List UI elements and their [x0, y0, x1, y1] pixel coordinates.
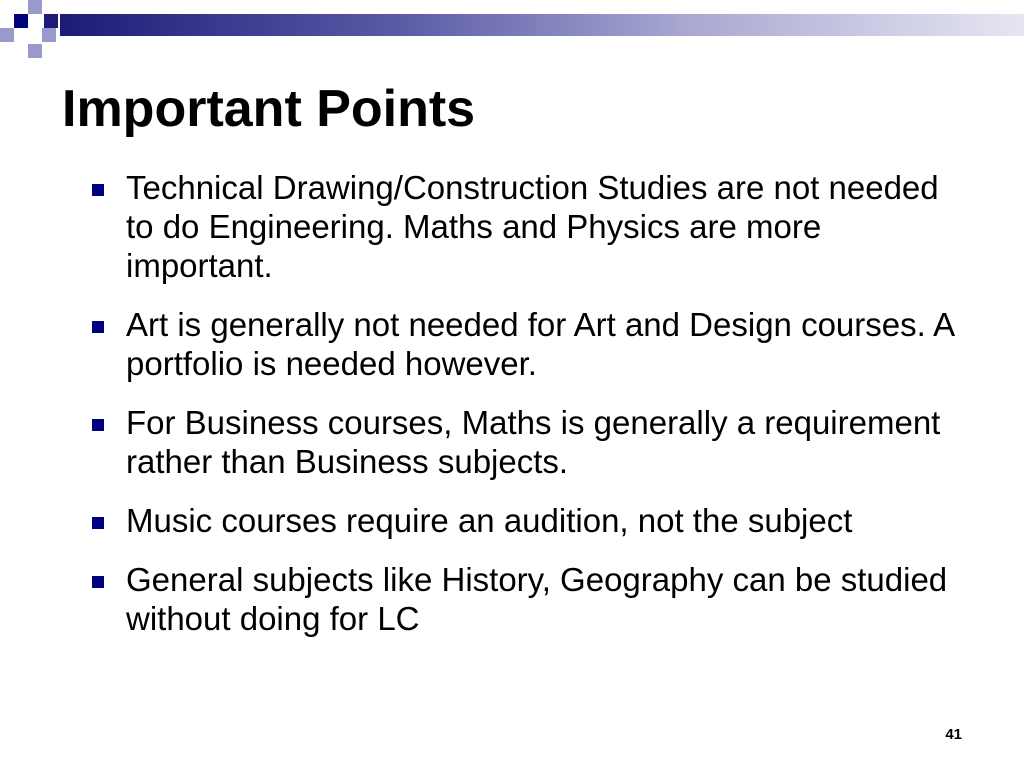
bullet-text: For Business courses, Maths is generally a requirement rather than Business subjects. — [126, 404, 941, 480]
header-gradient-bar — [60, 14, 1024, 36]
bullet-item — [90, 560, 960, 638]
bullet-text: Technical Drawing/Construction Studies are not needed to do Engineering. Maths and Physics are more important. — [126, 169, 939, 284]
square-bullet-icon — [92, 321, 104, 333]
header-square-light-4 — [28, 44, 42, 58]
header-square-light-1 — [28, 0, 42, 14]
square-bullet-icon — [92, 419, 104, 431]
square-bullet-icon — [92, 517, 104, 529]
bullet-item — [90, 403, 960, 481]
bullet-text: Music courses require an audition, not the subject — [126, 502, 853, 539]
bullet-item — [90, 168, 960, 285]
square-bullet-icon — [92, 576, 104, 588]
bullet-list — [90, 168, 960, 658]
bullet-item — [90, 305, 960, 383]
page-number: 41 — [945, 726, 962, 743]
header-square-light-2 — [0, 28, 14, 42]
header-square-dark-2 — [44, 14, 58, 28]
slide-title: Important Points — [62, 80, 476, 138]
bullet-text: Art is generally not needed for Art and Design courses. A portfolio is needed however. — [126, 306, 954, 382]
bullet-text: General subjects like History, Geography can be studied without doing for LC — [126, 561, 948, 637]
square-bullet-icon — [92, 184, 104, 196]
bullet-item — [90, 501, 960, 540]
header-square-light-3 — [42, 28, 56, 42]
header-square-dark-1 — [14, 14, 28, 28]
